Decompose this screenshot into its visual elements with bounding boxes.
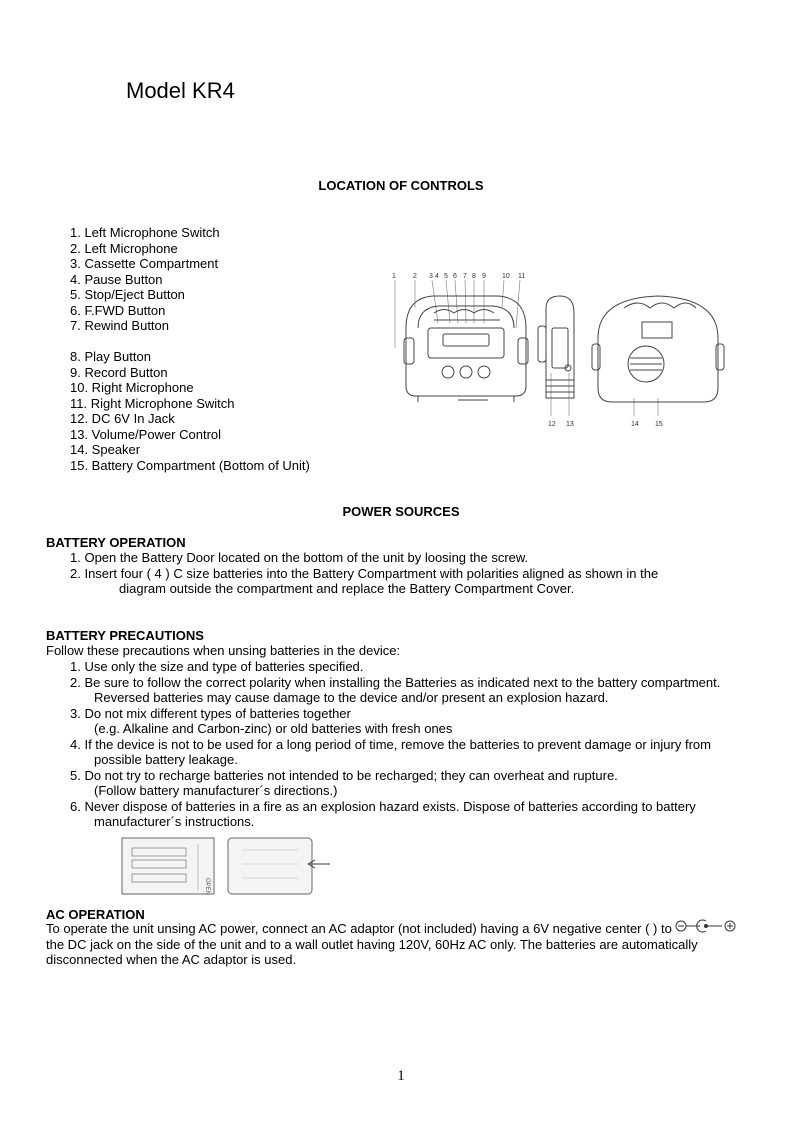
list-item: 4. Pause Button [70, 271, 163, 287]
ac-line: To operate the unit unsing AC power, connect an AC adaptor (not included) having a 6V negative center ( ) to [46, 921, 672, 936]
list-item: Reversed batteries may cause damage to the device and/or present an explosion hazard. [94, 690, 609, 705]
power-heading: POWER SOURCES [342, 504, 460, 519]
diagram-top-labels [392, 273, 525, 280]
list-item: 5. Do not try to recharge batteries not intended to be recharged; they can overheat and rupture. [70, 767, 618, 783]
list-item: 1. Open the Battery Door located on the bottom of the unit by loosing the screw. [70, 550, 529, 565]
open-label: OPEN [204, 878, 210, 896]
diagram-bottom-labels [548, 421, 663, 428]
side-view [538, 296, 574, 398]
list-item: manufacturer´s instructions. [94, 814, 255, 829]
controls-list [70, 225, 310, 473]
list-item: 6. F.FWD Button [70, 302, 166, 318]
diagram-label: 11 [518, 273, 526, 280]
battery-compartment-figure [118, 834, 338, 898]
diagram-label: 13 [566, 421, 574, 428]
precautions-list [70, 659, 720, 830]
precautions-intro: Follow these precautions when unsing batteries in the device: [46, 643, 401, 658]
product-diagram [388, 268, 738, 432]
list-item: 8. Play Button [70, 349, 151, 364]
list-item: possible battery leakage. [94, 752, 238, 767]
list-item: 1. Left Microphone Switch [70, 225, 220, 240]
list-item: 1. Use only the size and type of batteries specified. [70, 659, 364, 674]
list-item: 2. Left Microphone [70, 240, 178, 256]
battery-precautions-heading: BATTERY PRECAUTIONS [46, 628, 204, 643]
back-view [592, 296, 724, 402]
ac-line: the DC jack on the side of the unit and to a wall outlet having 120V, 60Hz AC only. The batteries are automatically [46, 936, 698, 952]
list-item: 4. If the device is not to be used for a long period of time, remove the batteries to prevent damage or injury from [70, 736, 711, 752]
battery-operation-heading: BATTERY OPERATION [46, 535, 186, 550]
diagram-label: 3 [429, 273, 433, 280]
list-item: 2. Be sure to follow the correct polarity when installing the Batteries as indicated next to the battery compartment. [70, 674, 721, 690]
diagram-label: 15 [655, 421, 663, 428]
diagram-label: 14 [631, 421, 639, 428]
list-item: diagram outside the compartment and replace the Battery Compartment Cover. [119, 581, 575, 596]
list-item: 15. Battery Compartment (Bottom of Unit) [70, 457, 310, 473]
page-title: Model KR4 [126, 78, 235, 103]
diagram-label: 7 [463, 273, 467, 280]
battery-operation-steps [70, 550, 658, 597]
page-number: 1 [397, 1068, 405, 1084]
list-item: 13. Volume/Power Control [70, 426, 222, 442]
list-item: 7. Rewind Button [70, 318, 170, 333]
list-item: 10. Right Microphone [70, 380, 194, 395]
list-item: 2. Insert four ( 4 ) C size batteries into the Battery Compartment with polarities aligned as shown in the [70, 565, 659, 581]
ac-operation-text [46, 921, 746, 968]
list-item: 12. DC 6V In Jack [70, 411, 175, 426]
list-item: 6. Never dispose of batteries in a fire as an explosion hazard exists. Dispose of batteries according to battery [70, 798, 696, 814]
list-item: (Follow battery manufacturer´s directions.) [94, 783, 338, 798]
list-item: 5. Stop/Eject Button [70, 287, 185, 302]
list-item: 3. Cassette Compartment [70, 256, 219, 271]
diagram-label: 10 [502, 273, 510, 280]
diagram-label: 12 [548, 421, 556, 428]
polarity-symbol-icon [672, 917, 742, 935]
diagram-label: 6 [453, 273, 457, 280]
ac-line: disconnected when the AC adaptor is used. [46, 952, 297, 967]
list-item: 11. Right Microphone Switch [70, 395, 235, 411]
list-item: 9. Record Button [70, 364, 168, 380]
diagram-label: 1 [392, 273, 396, 280]
location-heading: LOCATION OF CONTROLS [318, 178, 484, 193]
diagram-label: 5 [444, 273, 448, 280]
list-item: 3. Do not mix different types of batteries together [70, 705, 351, 721]
list-item: 14. Speaker [70, 442, 141, 457]
diagram-label: 4 [435, 273, 439, 280]
list-item: (e.g. Alkaline and Carbon-zinc) or old batteries with fresh ones [94, 721, 453, 736]
diagram-label: 9 [482, 273, 486, 280]
ac-operation-heading: AC OPERATION [46, 907, 145, 922]
diagram-label: 2 [413, 273, 417, 280]
diagram-label: 8 [472, 273, 476, 280]
